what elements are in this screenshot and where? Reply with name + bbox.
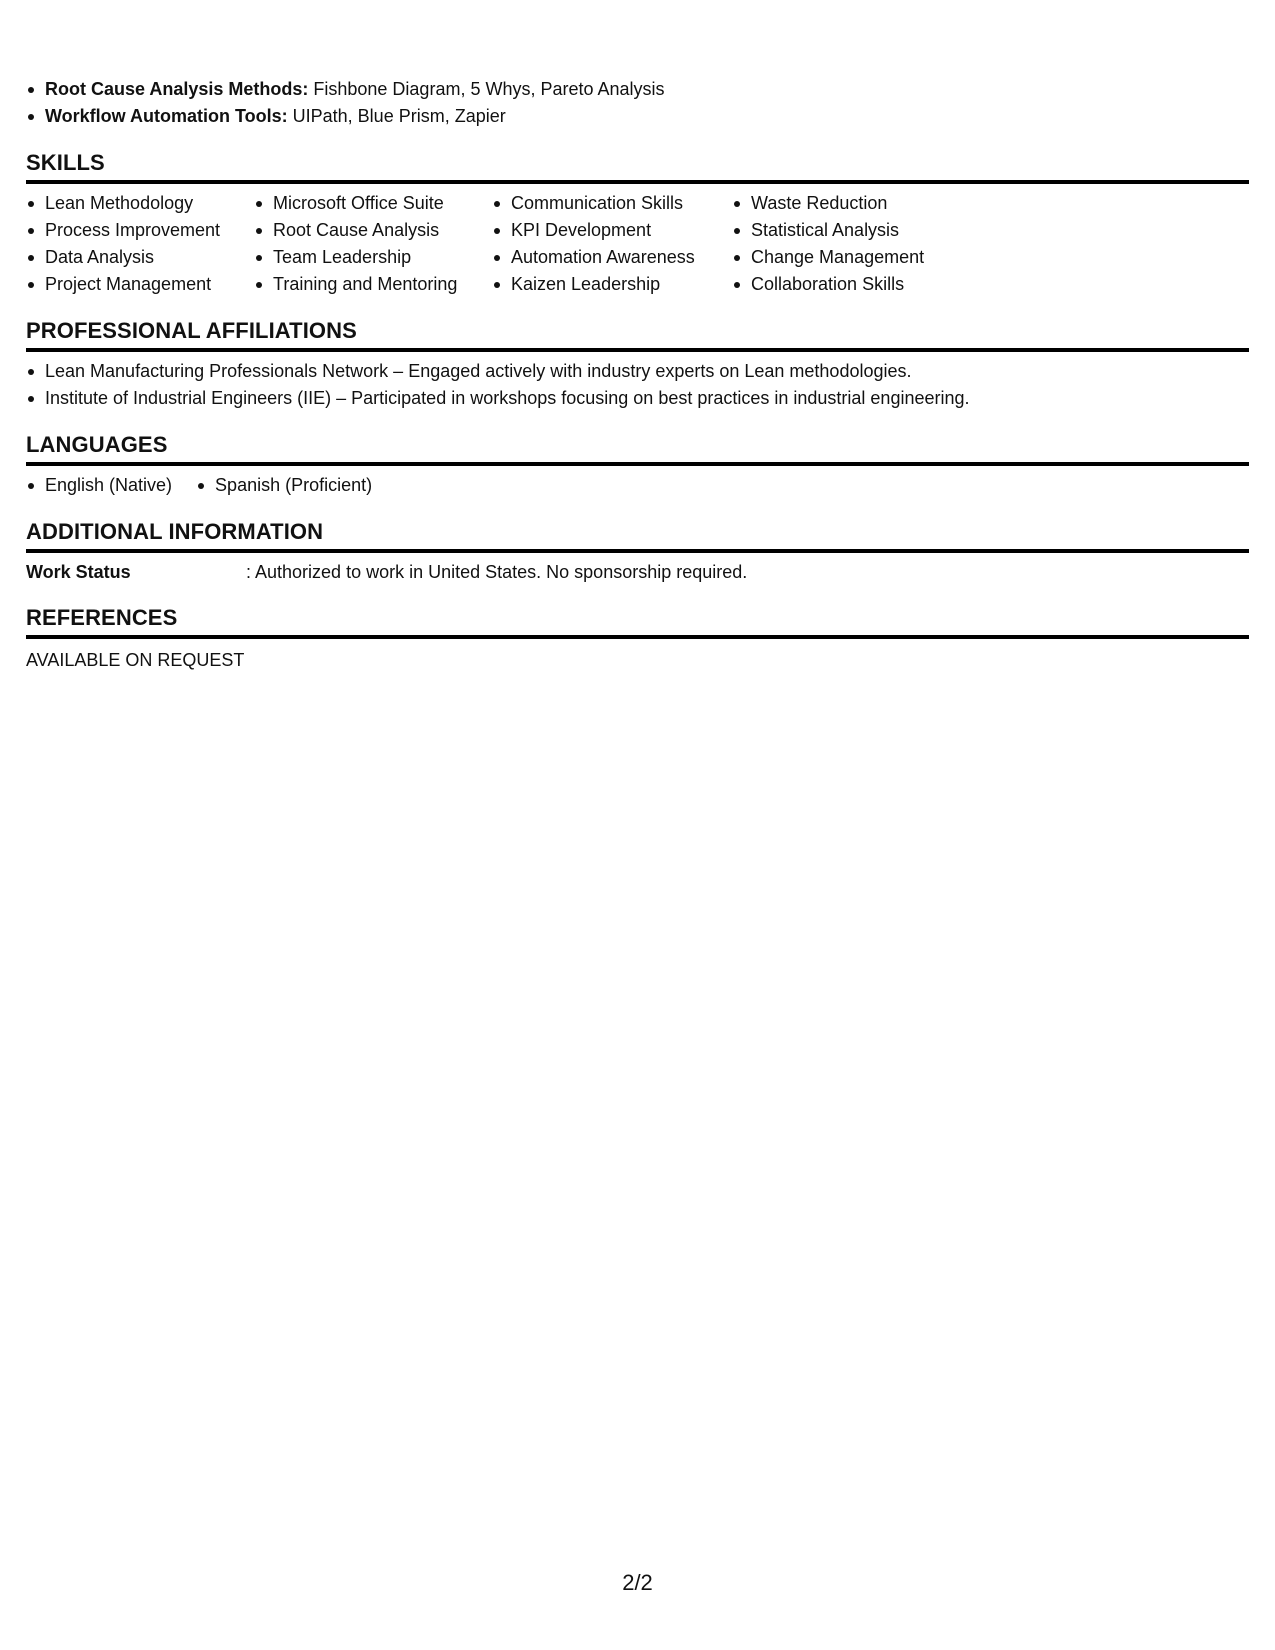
list-item: Microsoft Office Suite	[254, 190, 492, 217]
section-divider	[26, 462, 1249, 466]
languages-section	[26, 430, 1249, 466]
section-title: REFERENCES	[26, 605, 178, 630]
list-item: Lean Methodology	[26, 190, 254, 217]
list-item: Change Management	[732, 244, 972, 271]
list-item	[26, 76, 1249, 103]
list-item: Automation Awareness	[492, 244, 732, 271]
list-item: Institute of Industrial Engineers (IIE) – Participated in workshops focusing on best practices in industrial engineering.	[26, 385, 1249, 412]
list-item: English (Native)	[26, 472, 172, 499]
tool-value: UIPath, Blue Prism, Zapier	[287, 106, 506, 126]
list-item: Spanish (Proficient)	[196, 472, 372, 499]
affiliations-section	[26, 316, 1249, 352]
references-section	[26, 603, 1249, 639]
skills-column	[26, 190, 254, 298]
list-item: Waste Reduction	[732, 190, 972, 217]
tool-label: Workflow Automation Tools:	[45, 106, 288, 126]
list-item: Collaboration Skills	[732, 271, 972, 298]
work-status-value: : Authorized to work in United States. No sponsorship required.	[246, 562, 748, 582]
list-item: Data Analysis	[26, 244, 254, 271]
languages-list	[26, 472, 1249, 499]
list-item: KPI Development	[492, 217, 732, 244]
list-item: Communication Skills	[492, 190, 732, 217]
list-item: Training and Mentoring	[254, 271, 492, 298]
resume-page	[26, 76, 1249, 673]
tools-list	[26, 76, 1249, 130]
list-item	[26, 103, 1249, 130]
section-title: ADDITIONAL INFORMATION	[26, 519, 324, 544]
affiliations-list	[26, 358, 1249, 412]
work-status-row	[26, 559, 1249, 585]
list-item: Statistical Analysis	[732, 217, 972, 244]
page-number: 2/2	[622, 1570, 653, 1595]
section-divider	[26, 348, 1249, 352]
skills-column	[492, 190, 732, 298]
skills-grid	[26, 190, 1249, 298]
section-divider	[26, 180, 1249, 184]
list-item: Kaizen Leadership	[492, 271, 732, 298]
section-title: PROFESSIONAL AFFILIATIONS	[26, 318, 357, 343]
section-divider	[26, 635, 1249, 639]
work-status-label: Work Status	[26, 562, 131, 582]
skills-section	[26, 148, 1249, 184]
additional-info-section	[26, 517, 1249, 553]
tool-value: Fishbone Diagram, 5 Whys, Pareto Analysis	[308, 79, 665, 99]
tool-label: Root Cause Analysis Methods:	[45, 79, 309, 99]
section-divider	[26, 549, 1249, 553]
list-item: Process Improvement	[26, 217, 254, 244]
skills-column	[732, 190, 972, 298]
list-item: Root Cause Analysis	[254, 217, 492, 244]
list-item: Project Management	[26, 271, 254, 298]
skills-column	[254, 190, 492, 298]
references-text: AVAILABLE ON REQUEST	[26, 650, 245, 670]
section-title: SKILLS	[26, 150, 105, 175]
list-item: Lean Manufacturing Professionals Network – Engaged actively with industry experts on Lean methodologies.	[26, 358, 1249, 385]
list-item: Team Leadership	[254, 244, 492, 271]
section-title: LANGUAGES	[26, 432, 168, 457]
